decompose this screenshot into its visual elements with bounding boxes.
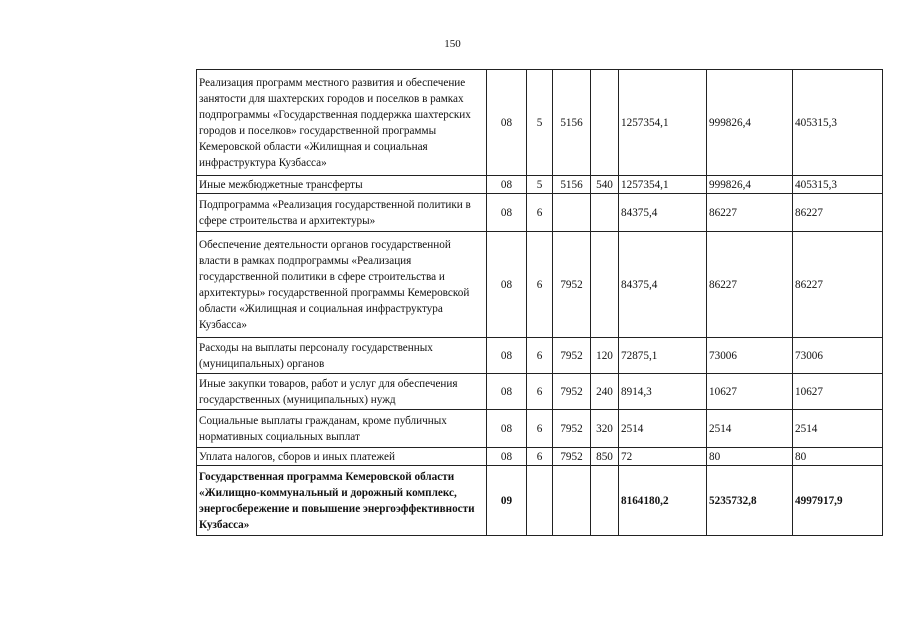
amount-year2-cell: 73006 (707, 338, 793, 374)
amount-year3-cell: 10627 (793, 374, 883, 410)
amount-year2-cell: 2514 (707, 410, 793, 448)
target-article-cell: 7952 (553, 410, 591, 448)
section-code-cell: 08 (487, 194, 527, 232)
amount-year2-cell: 5235732,8 (707, 466, 793, 536)
row-name-cell: Иные закупки товаров, работ и услуг для обеспечения государственных (муниципальных) нужд (197, 374, 487, 410)
expense-type-cell: 850 (591, 448, 619, 466)
section-code-cell: 08 (487, 338, 527, 374)
page-number: 150 (444, 38, 461, 50)
subsection-code-cell: 6 (527, 448, 553, 466)
row-name-cell: Обеспечение деятельности органов государственной власти в рамках подпрограммы «Реализация государственной политики в сфере строительства и архитектуры» государственной программы Кемеровской области «Жилищная и социальная инфраструктура Кузбасса» (197, 232, 487, 338)
amount-year3-cell: 4997917,9 (793, 466, 883, 536)
subsection-code-cell: 5 (527, 70, 553, 176)
row-name-cell: Социальные выплаты гражданам, кроме публичных нормативных социальных выплат (197, 410, 487, 448)
section-code-cell: 09 (487, 466, 527, 536)
section-code-cell: 08 (487, 448, 527, 466)
expense-type-cell: 240 (591, 374, 619, 410)
target-article-cell: 7952 (553, 338, 591, 374)
target-article-cell (553, 466, 591, 536)
expense-type-cell (591, 194, 619, 232)
amount-year1-cell: 72875,1 (619, 338, 707, 374)
target-article-cell: 7952 (553, 232, 591, 338)
row-name-cell: Реализация программ местного развития и обеспечение занятости для шахтерских городов и поселков в рамках подпрограммы «Государственная поддержка шахтерских городов и поселков» государственной программы Кемеровской области «Жилищная и социальная инфраструктура Кузбасса» (197, 70, 487, 176)
subsection-code-cell: 6 (527, 410, 553, 448)
budget-table (196, 69, 883, 536)
amount-year1-cell: 84375,4 (619, 194, 707, 232)
amount-year2-cell: 999826,4 (707, 70, 793, 176)
target-article-cell: 5156 (553, 176, 591, 194)
section-code-cell: 08 (487, 176, 527, 194)
amount-year2-cell: 80 (707, 448, 793, 466)
amount-year1-cell: 2514 (619, 410, 707, 448)
amount-year3-cell: 86227 (793, 194, 883, 232)
amount-year1-cell: 1257354,1 (619, 176, 707, 194)
amount-year3-cell: 2514 (793, 410, 883, 448)
expense-type-cell (591, 466, 619, 536)
subsection-code-cell: 6 (527, 232, 553, 338)
amount-year3-cell: 405315,3 (793, 176, 883, 194)
subsection-code-cell: 5 (527, 176, 553, 194)
target-article-cell: 7952 (553, 374, 591, 410)
table-row (197, 194, 883, 232)
amount-year3-cell: 80 (793, 448, 883, 466)
amount-year1-cell: 84375,4 (619, 232, 707, 338)
row-name-cell: Подпрограмма «Реализация государственной политики в сфере строительства и архитектуры» (197, 194, 487, 232)
amount-year2-cell: 86227 (707, 232, 793, 338)
subsection-code-cell (527, 466, 553, 536)
table-row (197, 176, 883, 194)
expense-type-cell: 320 (591, 410, 619, 448)
table-row (197, 374, 883, 410)
row-name-cell: Государственная программа Кемеровской области «Жилищно-коммунальный и дорожный комплекс, энергосбережение и повышение энергоэффективности Кузбасса» (197, 466, 487, 536)
target-article-cell (553, 194, 591, 232)
section-code-cell: 08 (487, 410, 527, 448)
amount-year3-cell: 73006 (793, 338, 883, 374)
amount-year2-cell: 10627 (707, 374, 793, 410)
section-code-cell: 08 (487, 70, 527, 176)
amount-year1-cell: 8914,3 (619, 374, 707, 410)
subsection-code-cell: 6 (527, 338, 553, 374)
subsection-code-cell: 6 (527, 374, 553, 410)
table-row (197, 448, 883, 466)
amount-year3-cell: 405315,3 (793, 70, 883, 176)
amount-year3-cell: 86227 (793, 232, 883, 338)
section-code-cell: 08 (487, 232, 527, 338)
row-name-cell: Расходы на выплаты персоналу государственных (муниципальных) органов (197, 338, 487, 374)
expense-type-cell: 120 (591, 338, 619, 374)
amount-year1-cell: 1257354,1 (619, 70, 707, 176)
subsection-code-cell: 6 (527, 194, 553, 232)
expense-type-cell (591, 70, 619, 176)
section-code-cell: 08 (487, 374, 527, 410)
amount-year2-cell: 999826,4 (707, 176, 793, 194)
table-row (197, 410, 883, 448)
row-name-cell: Иные межбюджетные трансферты (197, 176, 487, 194)
row-name-cell: Уплата налогов, сборов и иных платежей (197, 448, 487, 466)
amount-year1-cell: 72 (619, 448, 707, 466)
amount-year1-cell: 8164180,2 (619, 466, 707, 536)
table-row (197, 466, 883, 536)
target-article-cell: 5156 (553, 70, 591, 176)
expense-type-cell (591, 232, 619, 338)
target-article-cell: 7952 (553, 448, 591, 466)
amount-year2-cell: 86227 (707, 194, 793, 232)
table-row (197, 70, 883, 176)
expense-type-cell: 540 (591, 176, 619, 194)
table-row (197, 338, 883, 374)
table-row (197, 232, 883, 338)
